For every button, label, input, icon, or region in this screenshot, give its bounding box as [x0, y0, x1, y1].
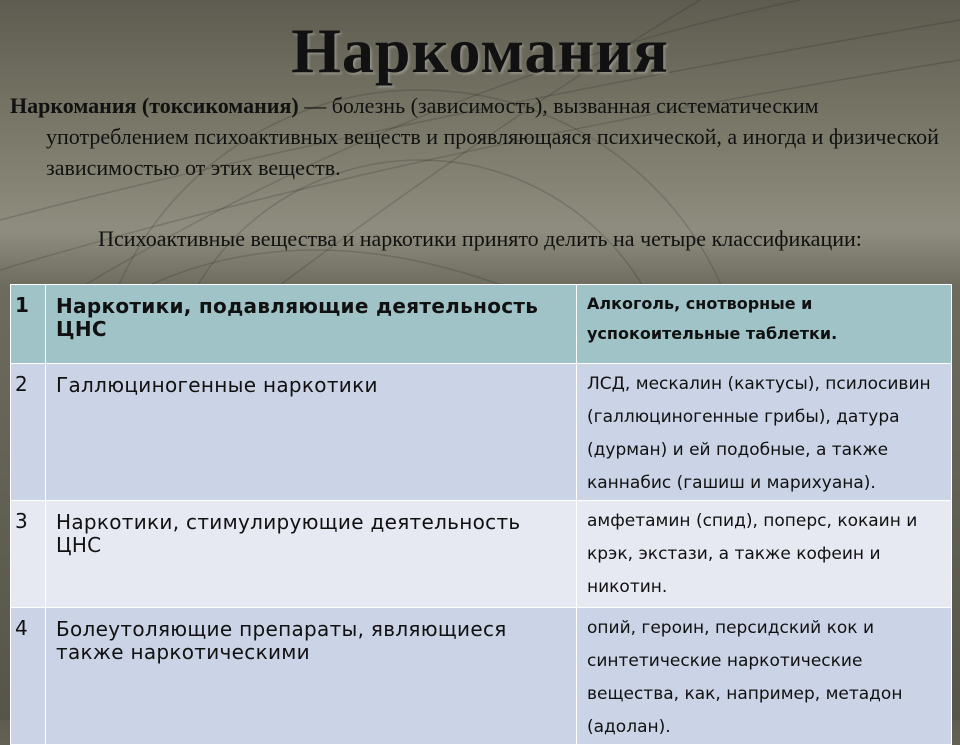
classification-intro: Психоактивные вещества и наркотики принято делить на четыре классификации:	[98, 226, 862, 251]
page-title: Наркомания	[291, 15, 669, 86]
row-number: 3	[11, 501, 46, 608]
definition-paragraph	[10, 90, 946, 183]
table-row	[11, 285, 952, 364]
definition-text: — болезнь (зависимость), вызванная систематическим употреблением психоактивных веществ и проявляющаяся психической, а иногда и физической зависимостью от этих веществ.	[46, 93, 939, 180]
examples-cell: опий, героин, персидский кок и синтетические наркотические вещества, как, например, метадон (адолан).	[577, 608, 952, 745]
category-cell: Болеутоляющие препараты, являющиеся также наркотическими	[46, 608, 577, 745]
classification-table	[10, 284, 952, 745]
examples-cell: Алкоголь, снотворные и успокоительные таблетки.	[577, 285, 952, 364]
row-number: 2	[11, 364, 46, 501]
examples-cell: амфетамин (спид), поперс, кокаин и крэк, экстази, а также кофеин и никотин.	[577, 501, 952, 608]
table-row	[11, 608, 952, 745]
examples-cell: ЛСД, мескалин (кактусы), псилосивин (галлюциногенные грибы), датура (дурман) и ей подобные, а также каннабис (гашиш и марихуана).	[577, 364, 952, 501]
category-cell: Наркотики, стимулирующие деятельность ЦНС	[46, 501, 577, 608]
table-row	[11, 501, 952, 608]
category-cell: Наркотики, подавляющие деятельность ЦНС	[46, 285, 577, 364]
row-number: 1	[11, 285, 46, 364]
row-number: 4	[11, 608, 46, 745]
definition-term: Наркомания (токсикомания)	[10, 93, 299, 118]
table-row	[11, 364, 952, 501]
category-cell: Галлюциногенные наркотики	[46, 364, 577, 501]
